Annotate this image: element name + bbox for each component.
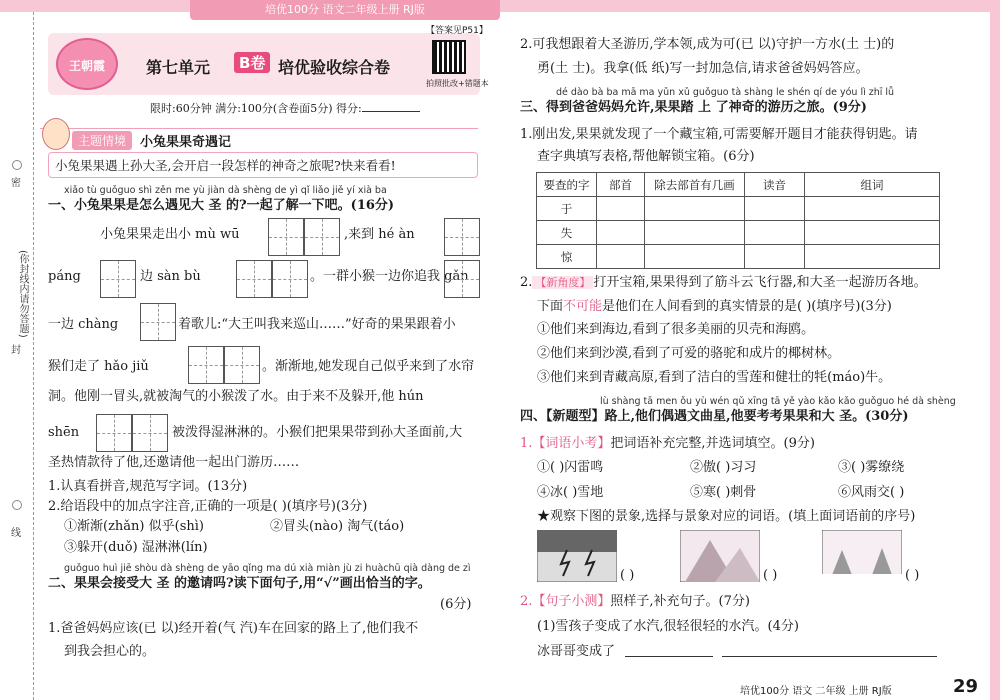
- answer-line[interactable]: [625, 656, 713, 657]
- table-cell-blank[interactable]: [805, 245, 940, 269]
- table-cell-blank[interactable]: [597, 197, 645, 221]
- section4-text: 路上,他们偶遇文曲星,他要考考果果和大 圣。(30分): [604, 409, 909, 424]
- brand-logo: 王朝霞: [56, 38, 118, 90]
- table-cell-blank[interactable]: [745, 245, 805, 269]
- section4-tag: 四、【新题型】: [520, 409, 605, 424]
- score-blank[interactable]: [362, 100, 420, 112]
- table-row: [537, 245, 940, 269]
- passage-j: 洞。他刚一冒头,就被淘气的小猴泼了水。由于来不及躲开,他 hún: [48, 389, 424, 404]
- word-item[interactable]: ⑥风雨交( ): [838, 485, 905, 500]
- answer-line[interactable]: [722, 656, 937, 657]
- qr-code-icon[interactable]: [432, 40, 466, 74]
- passage-g: 着歌儿:“大王叫我来巡山……”好奇的果果跟着小: [178, 317, 456, 332]
- r-q41-text: 把词语补充完整,并选词填空。(9分): [610, 436, 815, 451]
- passage-f: 一边 chàng: [48, 317, 119, 332]
- table-header: 组词: [805, 173, 940, 197]
- r-q32-option-1: ①他们来到海边,看到了很多美丽的贝壳和海鸥。: [537, 322, 815, 337]
- r-q42-text: 照样子,补充句子。(7分): [610, 594, 750, 609]
- margin-mark-1: 密: [11, 178, 21, 189]
- section1-title: 一、小兔果果是怎么遇见大 圣 的?一起了解一下吧。(16分): [48, 198, 395, 213]
- table-header: 部首: [597, 173, 645, 197]
- unit-title: 第七单元: [146, 58, 211, 77]
- page-footer: 培优100分 语文 二年级 上册 RJ版: [740, 686, 892, 697]
- passage-b: ,来到 hé àn: [344, 227, 415, 242]
- intro-box: 小兔果果遇上孙大圣,会开启一段怎样的神奇之旅呢?快来看看!: [48, 152, 478, 178]
- section3-pinyin: dé dào bà ba mā ma yǔn xǔ guǒguo tà shàng le shén qí de yóu lì zhī lǚ: [556, 87, 895, 98]
- write-box-hunshen[interactable]: [96, 414, 168, 456]
- word-item[interactable]: ⑤寒( )刺骨: [690, 485, 757, 500]
- r-q32: 2. 【新角度】 打开宝箱,果果得到了筋斗云飞行器,和大圣一起游历各地。: [520, 275, 927, 290]
- answer-paren[interactable]: ( ): [763, 568, 778, 583]
- table-header: 除去部首有几画: [645, 173, 745, 197]
- question-1-2: 2.给语段中的加点字注音,正确的一项是( )(填序号)(3分): [48, 499, 368, 514]
- answer-reference: 【答案见P51】: [426, 26, 488, 36]
- section1-pinyin: xiǎo tù guǒguo shì zěn me yù jiàn dà shèng de yì qǐ liǎo jiě yí xià ba: [64, 185, 387, 196]
- r-q31b: 查字典填写表格,帮他解锁宝箱。(6分): [537, 149, 755, 164]
- write-box-haojiu[interactable]: [188, 346, 260, 388]
- write-box-chang[interactable]: [140, 303, 176, 345]
- table-cell-char: 失: [537, 221, 597, 245]
- word-quiz-tag: 1.【词语小考】: [520, 436, 611, 451]
- r-q32b-emph: 不可能: [563, 299, 603, 314]
- section4-pinyin: lù shàng tā men ǒu yù wén qǔ xīng tā yě yào kǎo kǎo guǒguo hé dà shèng: [600, 396, 956, 407]
- section2-pinyin: guǒguo huì jiē shòu dà shèng de yāo qǐng ma dú xià miàn jù zi huàchū qià dàng de zì: [64, 563, 471, 574]
- binding-hole-icon: [12, 160, 22, 170]
- r-q41: [520, 435, 815, 452]
- passage-a: 小兔果果走出小 mù wū: [100, 227, 240, 242]
- question-1-1: 1.认真看拼音,规范写字词。(13分): [48, 479, 248, 494]
- word-item[interactable]: ④冰( )雪地: [537, 485, 604, 500]
- new-angle-tag: 【新角度】: [532, 276, 593, 289]
- table-cell-blank[interactable]: [645, 245, 745, 269]
- dictionary-table: [536, 172, 940, 269]
- section3-title: 三、得到爸爸妈妈允许,果果踏 上 了神奇的游历之旅。(9分): [520, 100, 867, 115]
- r-q31: 1.刚出发,果果就发现了一个藏宝箱,可需要解开题目才能获得钥匙。请: [520, 127, 918, 142]
- margin-mark-2: 封: [11, 345, 21, 356]
- section2-title: 二、果果会接受大 圣 的邀请吗?读下面句子,用“√”画出恰当的字。: [48, 576, 431, 591]
- table-cell-char: 惊: [537, 245, 597, 269]
- theme-title: 小兔果果奇遇记: [140, 135, 232, 150]
- table-cell-blank[interactable]: [597, 245, 645, 269]
- word-item[interactable]: ②傲( )习习: [690, 460, 757, 475]
- option-b: ②冒头(nào) 淘气(táo): [270, 519, 405, 534]
- exam-meta: 限时:60分钟 满分:100分(含卷面5分) 得分:: [150, 100, 420, 116]
- passage-m: 圣热情款待了他,还邀请他一起出门游历……: [48, 455, 300, 470]
- passage-e: 。一群小猴一边你追我 gǎn: [310, 269, 469, 284]
- r-q42-2: [537, 643, 615, 660]
- sentence-quiz-tag: 2.【句子小测】: [520, 594, 611, 609]
- passage-h: 猴们走了 hǎo jiǔ: [48, 359, 149, 374]
- table-cell-blank[interactable]: [745, 221, 805, 245]
- cartoon-boy-icon: [42, 118, 70, 150]
- table-row: [537, 197, 940, 221]
- r-q32b-rest: 是他们在人间看到的真实情景的是( )(填序号)(3分): [602, 299, 892, 314]
- answer-paren[interactable]: ( ): [905, 568, 920, 583]
- r-q2: 2.可我想跟着大圣游历,学本领,成为可(已 以)守护一方水(土 士)的: [520, 37, 895, 52]
- table-cell-blank[interactable]: [645, 197, 745, 221]
- table-cell-blank[interactable]: [597, 221, 645, 245]
- table-row: [537, 221, 940, 245]
- write-box-sanbu[interactable]: [236, 260, 308, 302]
- paper-title: 培优验收综合卷: [278, 58, 391, 77]
- section2-score: (6分): [440, 597, 472, 612]
- passage-i: 。渐渐地,她发现自己似乎来到了水帘: [262, 359, 475, 374]
- r-q32b: [537, 298, 892, 315]
- page-number: 29: [953, 676, 979, 697]
- table-cell-blank[interactable]: [645, 221, 745, 245]
- margin-mark-3: 线: [11, 528, 21, 539]
- table-header: 要查的字: [537, 173, 597, 197]
- passage-c: páng: [48, 269, 81, 284]
- table-cell-blank[interactable]: [745, 197, 805, 221]
- word-item[interactable]: ①( )闪雷鸣: [537, 460, 604, 475]
- top-pink-band: [0, 0, 1000, 12]
- write-box-gan[interactable]: [444, 260, 480, 302]
- paper-b-tag: B卷: [234, 52, 270, 73]
- r-q42-2-text: 冰哥哥变成了: [537, 644, 616, 659]
- write-box-hean[interactable]: [444, 218, 480, 260]
- theme-tag: 主题情境: [72, 131, 132, 150]
- table-cell-blank[interactable]: [805, 221, 940, 245]
- option-a: ①渐渐(zhǎn) 似乎(shì): [64, 519, 204, 534]
- r-q32b-pre: 下面: [537, 299, 564, 314]
- r-q32-option-3: ③他们来到青藏高原,看到了洁白的雪莲和健壮的牦(máo)牛。: [537, 370, 892, 385]
- r-q2b: 勇(土 士)。我拿(低 纸)写一封加急信,请求爸爸妈妈答应。: [537, 61, 869, 76]
- r-q42-1: (1)雪孩子变成了水汽,很轻很轻的水汽。(4分): [537, 619, 799, 634]
- r-q42: [520, 593, 750, 610]
- picture-instruction: ★观察下图的景象,选择与景象对应的词语。(填上面词语前的序号): [537, 509, 916, 524]
- passage-d: 边 sàn bù: [140, 269, 201, 284]
- snow-scene-picture: [822, 530, 902, 582]
- table-cell-blank[interactable]: [805, 197, 940, 221]
- book-title-bar: 培优100分 语文二年级上册 RJ版: [190, 0, 500, 20]
- section2-q1b: 到我会担心的。: [64, 644, 156, 659]
- table-cell-char: 于: [537, 197, 597, 221]
- table-header: 读音: [745, 173, 805, 197]
- answer-paren[interactable]: ( ): [620, 568, 635, 583]
- section4-title: [520, 408, 909, 425]
- storm-picture: [537, 530, 617, 582]
- section2-q1: 1.爸爸妈妈应该(已 以)经开着(气 汽)车在回家的路上了,他们我不: [48, 621, 419, 636]
- foggy-mountain-picture: [680, 530, 760, 582]
- passage-k: shēn: [48, 425, 80, 440]
- write-box-pang[interactable]: [100, 260, 136, 302]
- right-pink-band: [990, 0, 1000, 700]
- r-q32-option-2: ②他们来到沙漠,看到了可爱的骆驼和成片的椰树林。: [537, 346, 841, 361]
- r-q32-text: 打开宝箱,果果得到了筋斗云飞行器,和大圣一起游历各地。: [593, 275, 927, 290]
- passage-l: 被泼得湿淋淋的。小猴们把果果带到孙大圣面前,大: [172, 425, 463, 440]
- margin-label: (你封线内请勿答题): [17, 250, 28, 338]
- write-box-muwu[interactable]: [268, 218, 340, 260]
- binding-hole-icon: [12, 500, 22, 510]
- word-item[interactable]: ③( )雾缭绕: [838, 460, 905, 475]
- qr-caption: 拍照批改+错题本: [426, 79, 489, 88]
- option-c: ③躲开(duǒ) 湿淋淋(lín): [64, 540, 208, 555]
- table-header-row: [537, 173, 940, 197]
